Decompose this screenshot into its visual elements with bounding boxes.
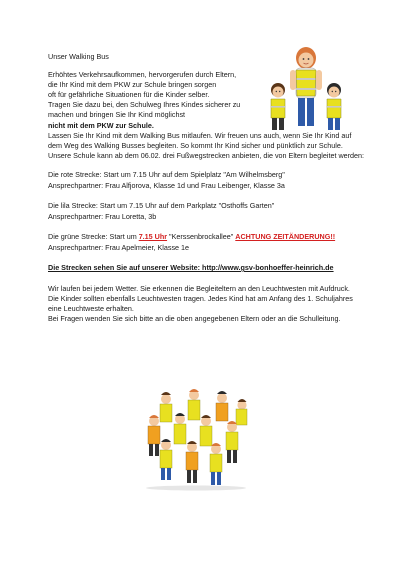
adult-figure [290,47,322,126]
child-figure [271,83,285,130]
walking-children-group [146,389,247,491]
invite-line: Unsere Schule kann ab dem 06.02. drei Fußwegstrecken anbieten, die von Eltern begleitet werden: [48,151,365,160]
route-green-place: "Kerssenbrockallee" [167,232,236,241]
intro-line: Tragen Sie dazu bei, den Schulweg Ihres Kindes sicherer zu [48,100,241,109]
route-purple: Die lila Strecke: Start um 7.15 Uhr auf dem Parkplatz "Osthoffs Garten" [48,201,275,210]
route-purple-contact: Ansprechpartner: Frau Loretta, 3b [48,212,157,221]
website-link[interactable]: Die Strecken sehen Sie auf unserer Website: http://www.gsv-bonhoeffer-heinrich.de [48,263,334,272]
route-green-prefix: Die grüne Strecke: Start um [48,232,139,241]
invite-line: Lassen Sie Ihr Kind mit dem Walking Bus mitlaufen. Wir freuen uns auch, wenn Sie Ihr Kind auf [48,131,352,140]
intro-line: oft für gefährliche Situationen für die Kinder selber. [48,90,210,99]
closing-line: eine Leuchtweste erhalten. [48,304,134,313]
intro-line: machen und bringen Sie Ihr Kind möglichst [48,110,186,119]
intro-emphasis: nicht mit dem PKW zur Schule. [48,121,154,130]
intro-line: die Ihr Kind mit dem PKW zur Schule bringen sorgen [48,80,217,89]
closing-line: Die Kinder sollten ebenfalls Leuchtwesten tragen. Jedes Kind hat am Anfang des 1. Schuljahres [48,294,353,303]
invite-line: dem Weg des Walking Busses begleiten. So kommt Ihr Kind sicher und pünktlich zur Schule. [48,141,343,150]
route-green-contact: Ansprechpartner: Frau Apelmeier, Klasse 1e [48,243,190,252]
child-figure [327,83,341,130]
route-green-time: 7.15 Uhr [138,232,168,241]
route-red: Die rote Strecke: Start um 7.15 Uhr auf dem Spielplatz "Am Wilhelmsberg" [48,170,285,179]
family-vests-illustration [258,44,354,134]
walking-bus-group-illustration [136,385,262,491]
closing-line: Wir laufen bei jedem Wetter. Sie erkennen die Begleiteltern an den Leuchtwesten mit Aufdruck. [48,284,350,293]
route-red-contact: Ansprechpartner: Frau Alfjorova, Klasse 1d und Frau Leibenger, Klasse 3a [48,181,285,190]
intro-line: Erhöhtes Verkehrsaufkommen, hervorgerufen durch Eltern, [48,70,237,79]
route-green [48,232,335,242]
route-green-warning: ACHTUNG ZEITÄNDERUNG!! [235,232,336,241]
document-title: Unser Walking Bus [48,52,109,61]
closing-line: Bei Fragen wenden Sie sich bitte an die oben angegebenen Eltern oder an die Schulleitung. [48,314,341,323]
